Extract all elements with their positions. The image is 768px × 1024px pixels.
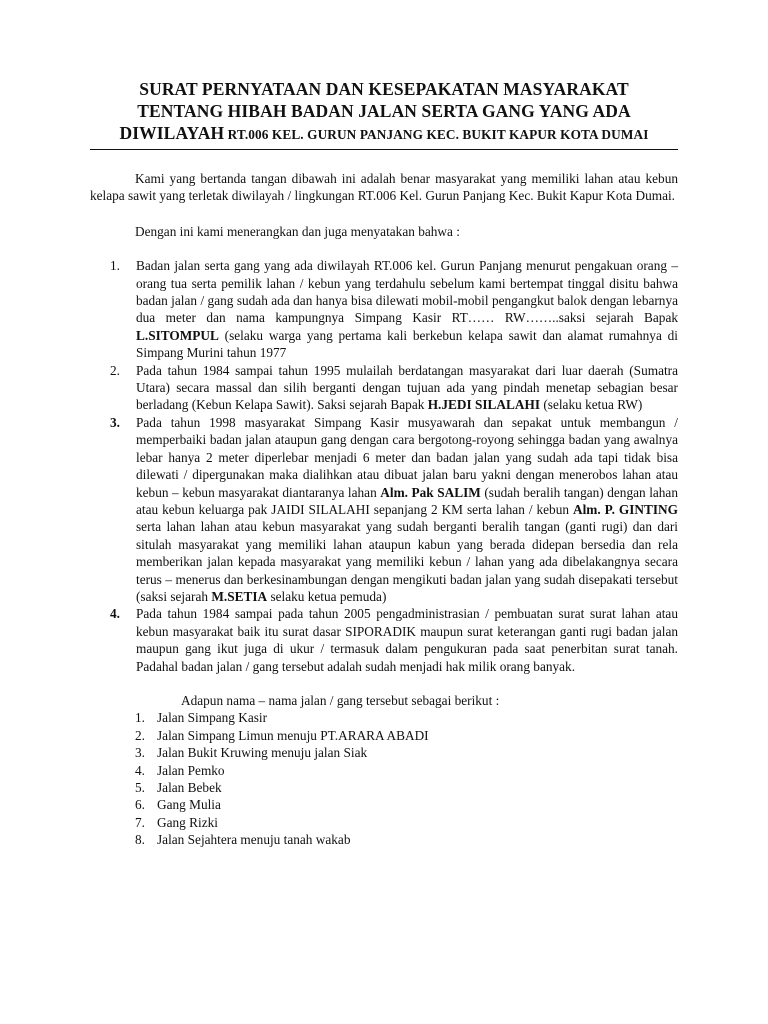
road-number: 6. (135, 797, 145, 813)
title-line-1: SURAT PERNYATAAN DAN KESEPAKATAN MASYARAKAT (139, 79, 629, 99)
road-name: Jalan Simpang Kasir (157, 710, 268, 726)
road-names-list (90, 709, 678, 848)
document-page (90, 78, 678, 849)
statement-number: 4. (110, 606, 120, 622)
road-number: 3. (135, 745, 145, 761)
statement-text: serta lahan lahan atau kebun masyarakat yang sudah berganti beralih tangan (ganti rugi) dan dari situlah masyarakat yang memiliki lahan ataupun kabun yang berada didepan bersedia dan rela memberikan jalan kepada masyarakat yang memiliki kebun / lahan yang ada dibelakangnya secara terus – menerus dan berkesinambungan dengan mengikuti badan jalan yang sudah disepakati tersebut (saksi sejarah (136, 519, 678, 604)
road-number: 4. (135, 762, 145, 778)
landowner-name: Alm. P. GINTING (573, 501, 678, 517)
title-line-3-rest: RT.006 KEL. GURUN PANJANG KEC. BUKIT KAPUR KOTA DUMAI (224, 127, 649, 142)
road-number: 1. (135, 710, 145, 726)
statement-text: selaku ketua pemuda) (267, 588, 387, 604)
statement-number: 3. (110, 414, 120, 430)
road-name: Jalan Bebek (157, 780, 222, 795)
declaration-paragraph: Dengan ini kami menerangkan dan juga menyatakan bahwa : (135, 223, 460, 239)
document-title (90, 78, 678, 150)
road-name: Jalan Pemko (157, 762, 225, 778)
road-number: 7. (135, 814, 145, 830)
statement-text: Badan jalan serta gang yang ada diwilayah RT.006 kel. Gurun Panjang menurut pengakuan orang – orang tua serta pemilik lahan / kebun yang terdahulu sebelum kami bertempat tinggal disitu bahwa badan jalan / gang sudah ada dan hanya bisa dilewati mobil-mobil pengangkut balok dengan lebarnya dua meter dan nama kampungnya Simpang Kasir RT…… RW……..saksi sejarah Bapak (136, 258, 678, 326)
road-name-item (90, 796, 678, 813)
statement-text: (selaku ketua RW) (540, 397, 643, 413)
road-number: 2. (135, 727, 145, 743)
witness-name: L.SITOMPUL (136, 327, 219, 343)
landowner-name: Alm. Pak SALIM (380, 484, 481, 500)
title-line-3 (90, 122, 678, 150)
statement-text: Pada tahun 1998 masyarakat Simpang Kasir musyawarah dan sepakat untuk membangun / memperbaiki badan jalan ataupun gang dengan cara bergotong-royong sehingga badan yang awalnya lebar hanya 2 meter diperlebar menjadi 6 meter dan badan jalan yang sudah ada tapi tidak bisa dilewati / dipergunakan maka dialihkan atau dibuat jalan baru yakni dengan menerobos lahan atau kebun – kebun masyarakat diantaranya lahan (136, 414, 678, 500)
road-name: Jalan Sejahtera menuju tanah wakab (157, 832, 351, 848)
road-name-item (90, 709, 678, 726)
road-name-item (90, 814, 678, 831)
statement-item-4 (90, 605, 678, 675)
witness-name: H.JEDI SILALAHI (427, 397, 541, 413)
road-name: Jalan Bukit Kruwing menuju jalan Siak (157, 745, 368, 761)
intro-paragraph: Kami yang bertanda tangan dibawah ini adalah benar masyarakat yang memiliki lahan atau kebun kelapa sawit yang terletak diwilayah / lingkungan RT.006 Kel. Gurun Panjang Kec. Bukit Kapur Kota Dumai. (90, 171, 678, 204)
title-line-3-lead: DIWILAYAH (119, 123, 225, 143)
road-name: Jalan Simpang Limun menuju PT.ARARA ABADI (157, 727, 429, 743)
title-line-2: TENTANG HIBAH BADAN JALAN SERTA GANG YANG ADA (137, 101, 631, 121)
witness-name: M.SETIA (211, 588, 268, 604)
road-name: Gang Mulia (157, 797, 221, 813)
road-name: Gang Rizki (157, 814, 218, 830)
road-name-item (90, 762, 678, 779)
statement-text: (sudah beralih tangan) dengan lahan atau kebun keluarga pak JAIDI SILALAHI sepanjang 2 KM serta lahan / kebun (136, 484, 678, 517)
road-name-item (90, 831, 678, 848)
statement-text: Pada tahun 1984 sampai pada tahun 2005 pengadministrasian / pembuatan surat surat lahan atau kebun masyarakat baik itu surat dasar SIPORADIK maupun surat keterangan ganti rugi badan jalan maupun gang ikut juga di ukur / termasuk dalam pengukuran pada saat penerbitan surat tanah. Padahal badan jalan / gang tersebut adalah sudah menjadi hak milik orang banyak. (136, 606, 678, 674)
statement-list (90, 257, 678, 675)
statement-item-3 (90, 414, 678, 605)
road-number: 8. (135, 832, 145, 848)
statement-item-1 (90, 257, 678, 361)
road-names-intro: Adapun nama – nama jalan / gang tersebut sebagai berikut : (181, 692, 500, 708)
road-name-item (90, 744, 678, 761)
statement-text: (selaku warga yang pertama kali berkebun kelapa sawit dan alamat rumahnya di Simpang Murini tahun 1977 (136, 327, 678, 361)
statement-text: Pada tahun 1984 sampai tahun 1995 mulailah berdatangan masyarakat dari luar daerah (Sumatra Utara) secara massal dan silih berganti dengan tujuan ada yang pindah menetap sebagian besar berladang (Kebun Kelapa Sawit). Saksi sejarah Bapak (136, 362, 678, 413)
statement-item-2 (90, 362, 678, 414)
road-number: 5. (135, 780, 145, 795)
road-name-item (90, 727, 678, 744)
statement-number: 1. (110, 258, 120, 274)
road-name-item (90, 779, 678, 796)
statement-number: 2. (110, 362, 120, 378)
